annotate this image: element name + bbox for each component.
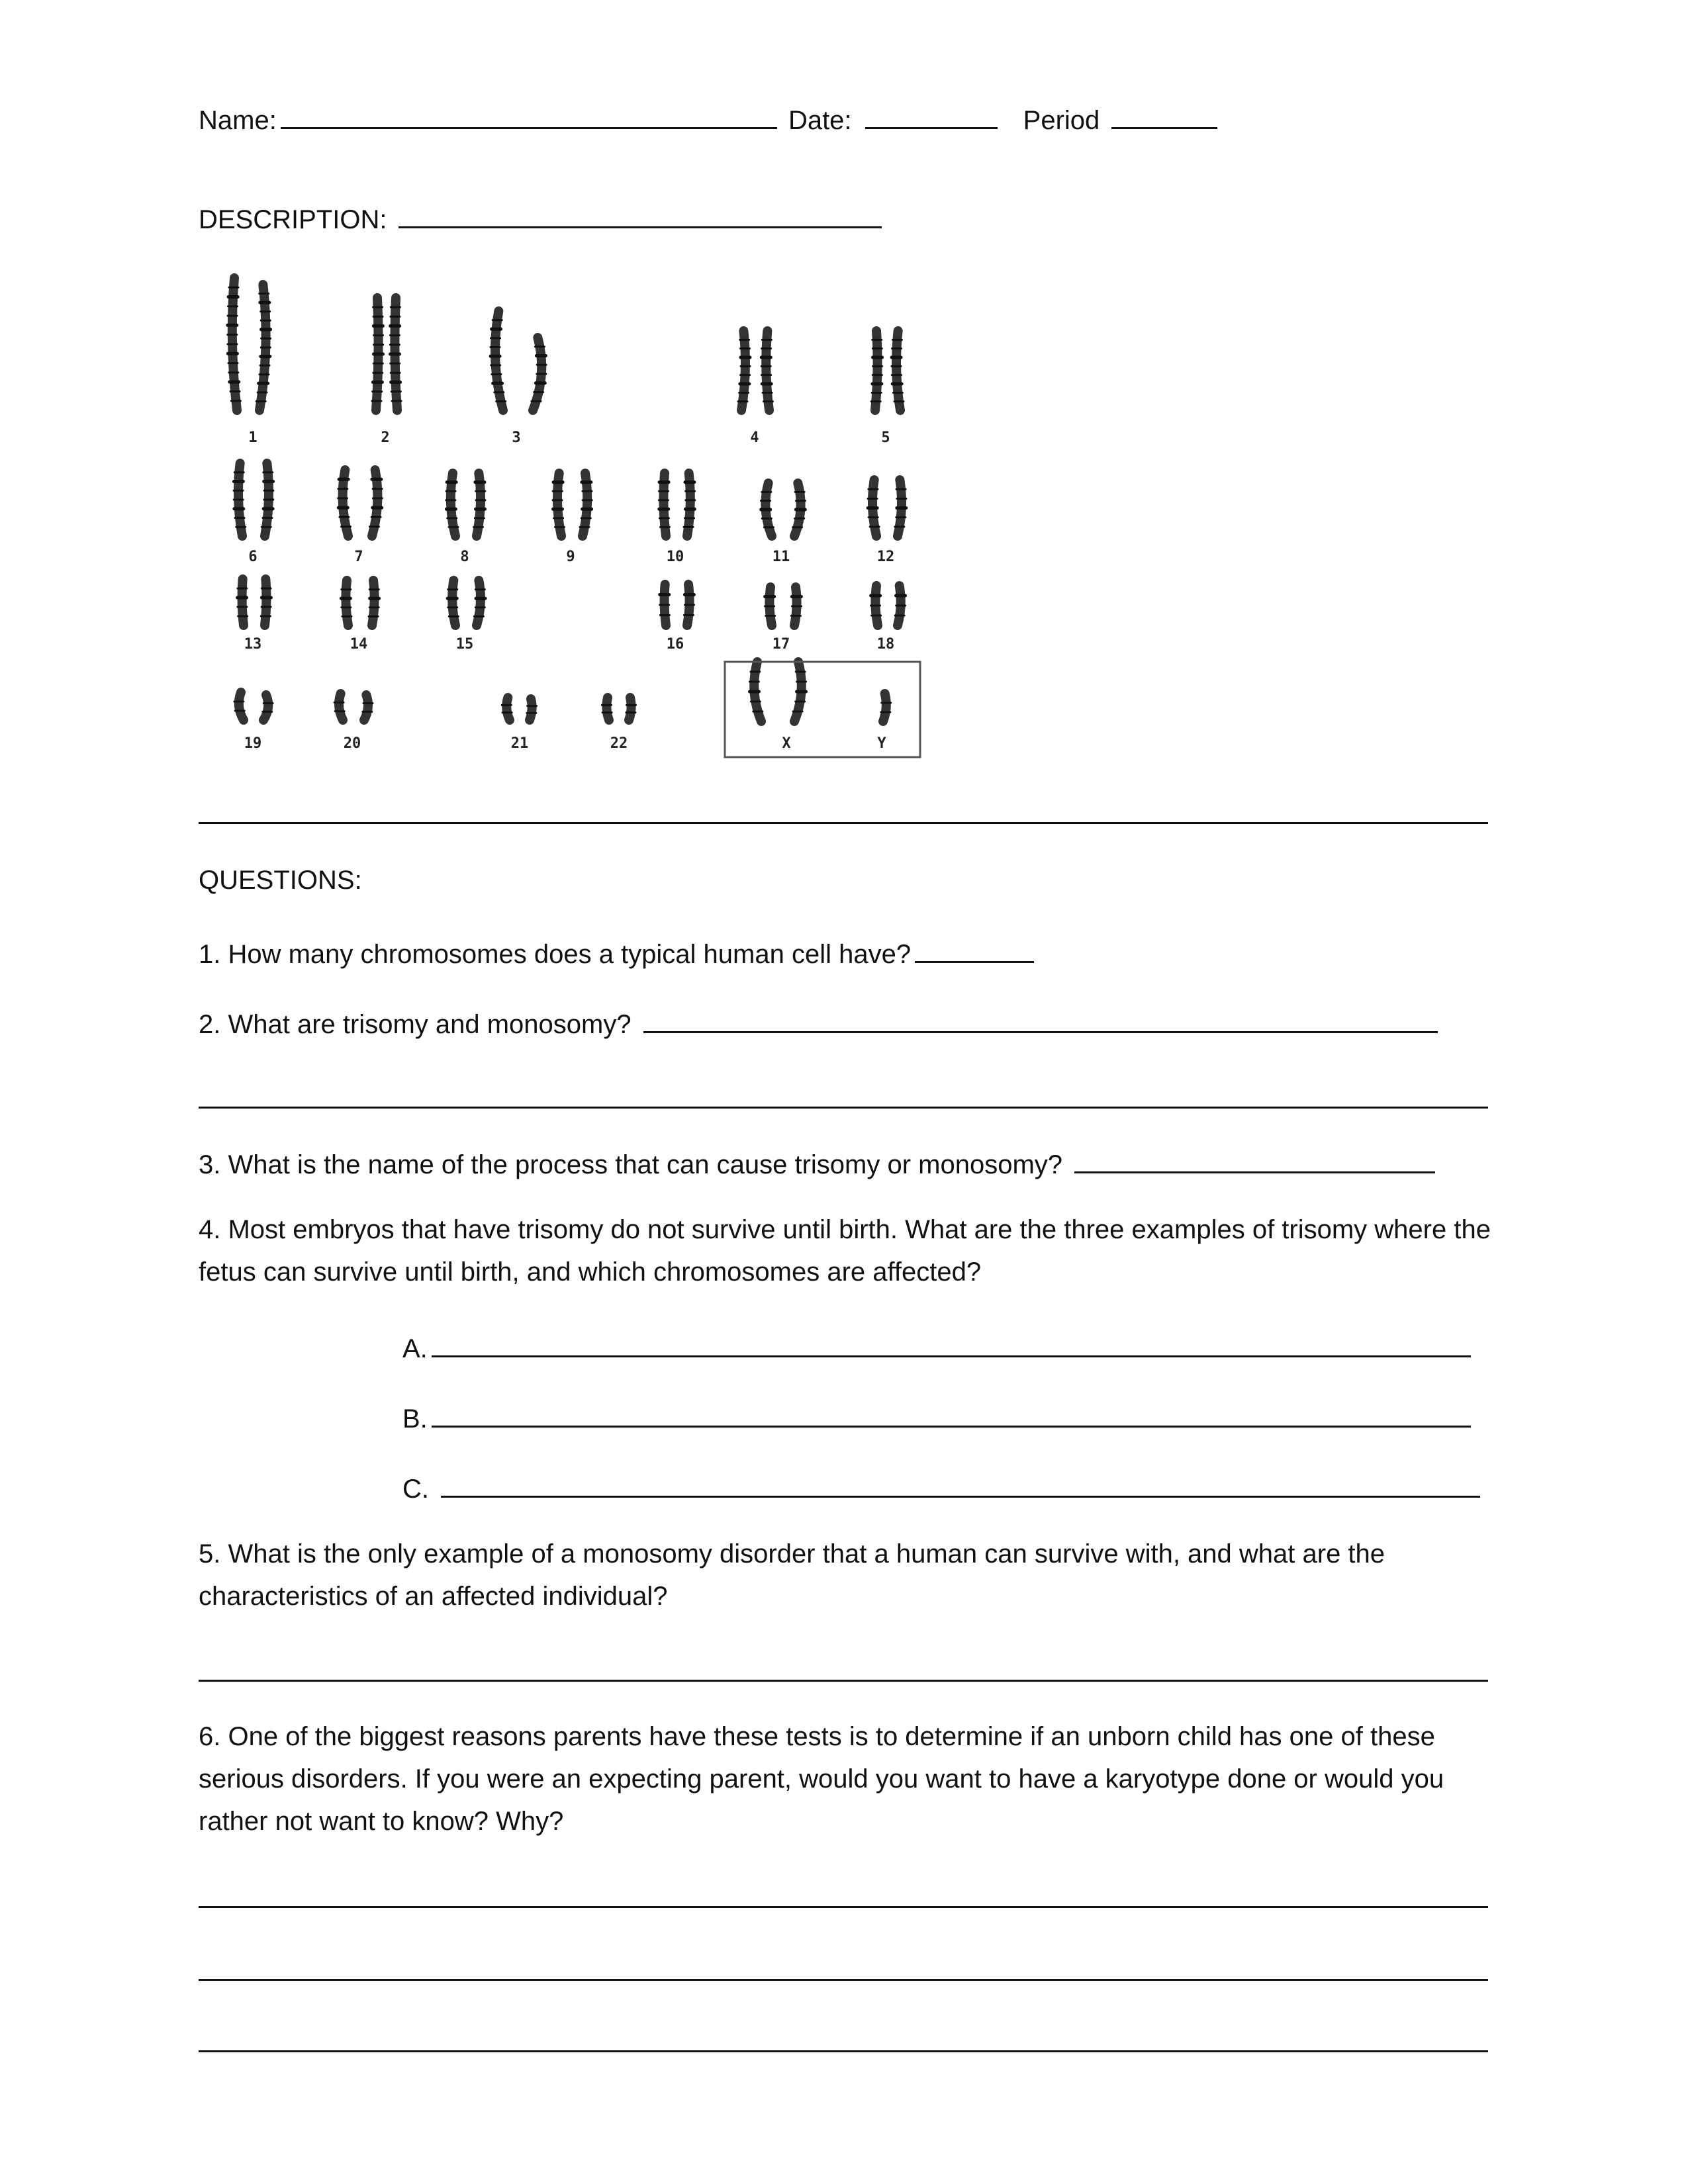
q4-option-b [402, 1399, 1475, 1435]
chromosome-shape [261, 463, 273, 536]
question-5-text: 5. What is the only example of a monosomy disorder that a human can survive with, and what are the characteristics of an affected individual? [199, 1539, 1385, 1611]
q4-option-a-label: A. [402, 1334, 428, 1363]
answer-2-field[interactable] [643, 1005, 1438, 1033]
answer-6-line-2[interactable] [199, 1979, 1488, 1981]
section-divider [199, 822, 1488, 824]
chromosome-label: 7 [354, 549, 363, 565]
chromosome-label: 19 [244, 735, 262, 752]
q4-answer-a-field[interactable] [432, 1329, 1471, 1357]
answer-6-line-1[interactable] [199, 1906, 1488, 1908]
chromosome-shape [738, 331, 750, 410]
question-6-text: 6. One of the biggest reasons parents have these tests is to determine if an unborn child has one of these serious disorders. If you were an expecting parent, would you want to have a karyotype done or would you rather not want to know? Why? [199, 1722, 1444, 1836]
chromosome-label: Y [877, 735, 886, 752]
chromosome-shape [341, 580, 352, 625]
chromosome-label: 17 [772, 636, 790, 653]
chromosome-shape [868, 480, 879, 536]
chromosome-shape [660, 584, 670, 625]
chromosome-shape [256, 285, 270, 410]
chromosome-label: 8 [460, 549, 469, 565]
chromosome-shape [871, 586, 881, 625]
chromosome-shape [626, 698, 636, 720]
chromosome-label: 11 [772, 549, 790, 565]
description-line [199, 200, 886, 236]
chromosome-shape [390, 298, 401, 410]
chromosome-label: 6 [248, 549, 258, 565]
answer-3-field[interactable] [1074, 1145, 1435, 1173]
chromosome-label: 20 [343, 735, 361, 752]
chromosome-shape [234, 463, 246, 536]
q4-option-a [402, 1329, 1475, 1365]
chromosome-shape [684, 584, 694, 625]
chromosome-shape [238, 579, 248, 625]
period-label: Period [1023, 106, 1100, 135]
header-line [199, 101, 1221, 136]
chromosome-shape [474, 473, 485, 536]
chromosome-shape [228, 278, 241, 410]
chromosome-label: 10 [666, 549, 684, 565]
chromosome-label: 2 [381, 430, 390, 446]
chromosome-shape [234, 692, 244, 720]
chromosome-label: 15 [455, 636, 474, 653]
chromosome-shape [370, 470, 383, 536]
chromosome-shape [363, 695, 373, 720]
chromosome-shape [602, 698, 612, 720]
question-3-text: 3. What is the name of the process that can cause trisomy or monosomy? [199, 1150, 1063, 1179]
description-field[interactable] [399, 200, 882, 228]
question-2-text: 2. What are trisomy and monosomy? [199, 1010, 632, 1039]
chromosome-shape [502, 698, 512, 720]
chromosome-label: 3 [512, 430, 521, 446]
chromosome-shape [659, 473, 669, 536]
karyotype-image [199, 265, 940, 768]
chromosome-shape [749, 662, 763, 721]
chromosome-label: 9 [566, 549, 575, 565]
chromosome-shape [263, 695, 273, 720]
answer-1-field[interactable] [915, 934, 1034, 963]
chromosome-label: 1 [248, 430, 258, 446]
q4-answer-c-field[interactable] [441, 1469, 1480, 1498]
questions-heading: QUESTIONS: [199, 866, 362, 895]
chromosome-shape [474, 580, 485, 625]
question-1 [199, 934, 1038, 970]
chromosome-shape [532, 338, 546, 410]
answer-2-line-2[interactable] [199, 1107, 1488, 1109]
chromosome-label: 5 [881, 430, 890, 446]
chromosome-shape [761, 331, 773, 410]
chromosome-label: 21 [510, 735, 529, 752]
chromosome-shape [334, 694, 344, 720]
chromosome-shape [895, 480, 906, 536]
chromosome-shape [338, 470, 351, 536]
chromosome-shape [895, 586, 906, 625]
question-3 [199, 1145, 1439, 1181]
answer-5-line[interactable] [199, 1680, 1488, 1682]
chromosome-shape [793, 483, 806, 536]
question-4-text: 4. Most embryos that have trisomy do not survive until birth. What are the three examples of trisomy where the fetus can survive until birth, and which chromosomes are affected? [199, 1215, 1491, 1287]
chromosome-shape [892, 331, 904, 410]
chromosome-shape [765, 587, 775, 625]
chromosome-shape [527, 699, 537, 720]
chromosome-label: 18 [876, 636, 895, 653]
chromosome-shape [369, 580, 379, 625]
chromosome-label: 16 [666, 636, 684, 653]
q4-answer-b-field[interactable] [432, 1399, 1471, 1428]
chromosome-shape [447, 580, 458, 625]
chromosome-label: 14 [350, 636, 368, 653]
question-1-text: 1. How many chromosomes does a typical human cell have? [199, 940, 912, 969]
date-label: Date: [788, 106, 852, 135]
period-field[interactable] [1111, 101, 1217, 129]
chromosome-label: X [782, 735, 791, 752]
date-field[interactable] [865, 101, 998, 129]
chromosome-shape [580, 473, 592, 536]
question-2 [199, 1005, 1442, 1040]
chromosome-shape [446, 473, 458, 536]
chromosome-shape [553, 473, 564, 536]
chromosome-shape [491, 311, 506, 410]
chromosome-label: 13 [244, 636, 262, 653]
answer-6-line-3[interactable] [199, 2050, 1488, 2052]
chromosome-shape [793, 662, 806, 721]
q4-option-b-label: B. [402, 1404, 428, 1433]
chromosome-shape [871, 331, 882, 410]
chromosome-label: 22 [610, 735, 628, 752]
chromosome-label: 4 [750, 430, 759, 446]
description-label: DESCRIPTION: [199, 205, 387, 234]
name-field[interactable] [281, 101, 777, 129]
chromosome-shape [881, 694, 891, 721]
name-label: Name: [199, 106, 277, 135]
q4-option-c-label: C. [402, 1475, 429, 1504]
chromosome-shape [791, 587, 801, 625]
q4-option-c [402, 1469, 1484, 1505]
chromosome-label: 12 [876, 549, 895, 565]
chromosome-shape [684, 473, 695, 536]
chromosome-shape [261, 579, 271, 625]
chromosome-shape [761, 483, 774, 536]
chromosome-shape [372, 298, 383, 410]
